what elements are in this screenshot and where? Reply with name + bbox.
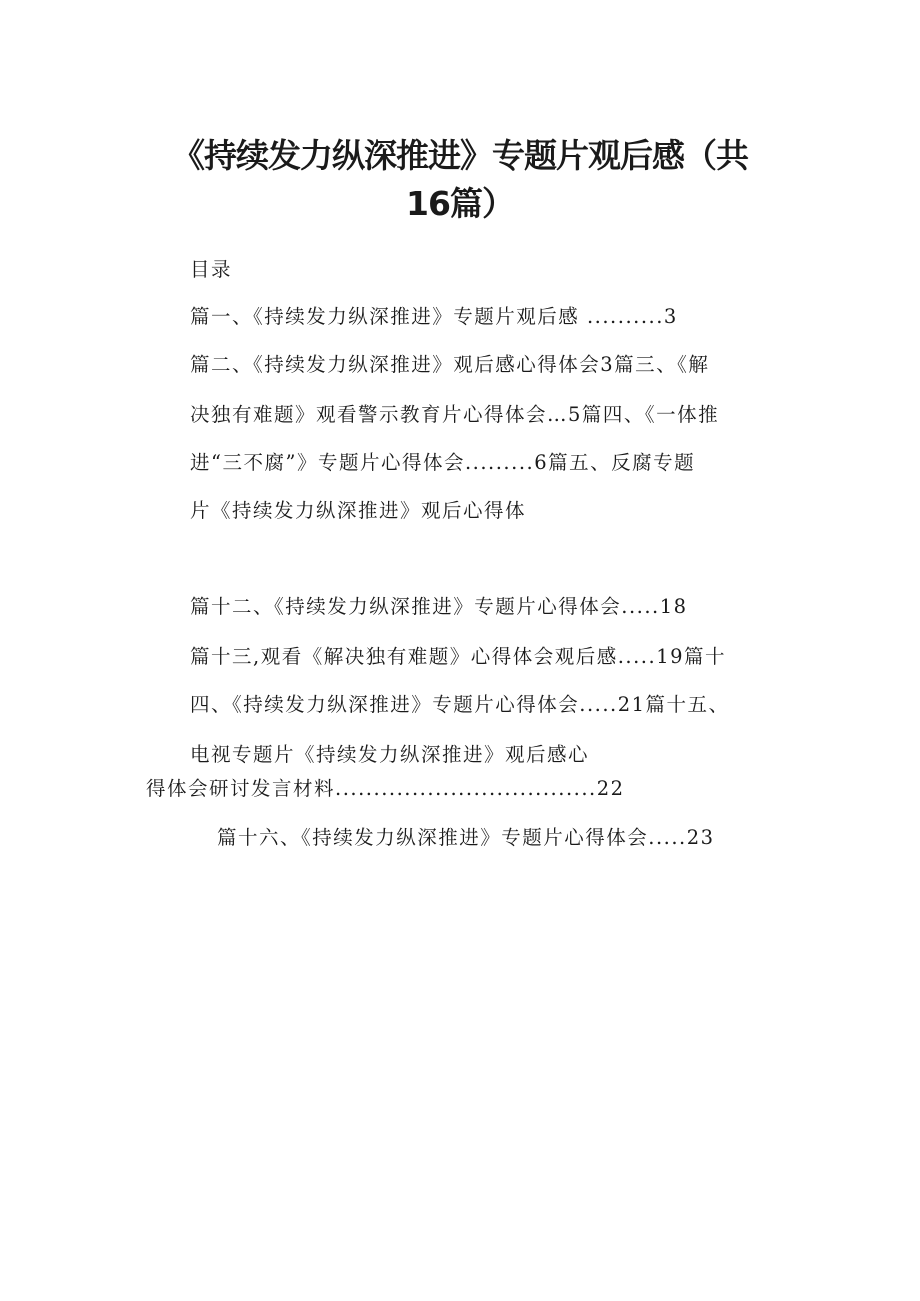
document-title-line-1: 《持续发力纵深推进》专题片观后感（共 [172, 136, 748, 175]
toc-entry[interactable]: 篇十三,观看《解决独有难题》心得体会观后感.....19篇十 [190, 645, 727, 668]
toc-entry[interactable]: 决独有难题》观看警示教育片心得体会…5篇四、《一体推 [190, 403, 720, 426]
toc-entry[interactable]: 四、《持续发力纵深推进》专题片心得体会.....21篇十五、 [190, 693, 730, 716]
document-title-line-2: 16篇） [406, 184, 514, 223]
toc-entry[interactable]: 电视专题片《持续发力纵深推进》观后感心 [190, 743, 590, 766]
toc-entry[interactable]: 篇一、《持续发力纵深推进》专题片观后感 ..........3 [190, 305, 678, 328]
toc-entry[interactable]: 篇十六、《持续发力纵深推进》专题片心得体会.....23 [217, 826, 715, 849]
toc-entry[interactable]: 进“三不腐”》专题片心得体会.........6篇五、反腐专题 [190, 451, 696, 474]
toc-heading: 目录 [190, 258, 233, 281]
toc-entry[interactable]: 片《持续发力纵深推进》观后心得体 [190, 499, 527, 522]
document-title [130, 132, 790, 228]
toc-entry[interactable]: 篇十二、《持续发力纵深推进》专题片心得体会.....18 [190, 595, 688, 618]
toc-entry[interactable]: 篇二、《持续发力纵深推进》观后感心得体会3篇三、《解 [190, 353, 710, 376]
toc-entry[interactable]: 得体会研讨发言材料..................................22 [146, 777, 625, 800]
